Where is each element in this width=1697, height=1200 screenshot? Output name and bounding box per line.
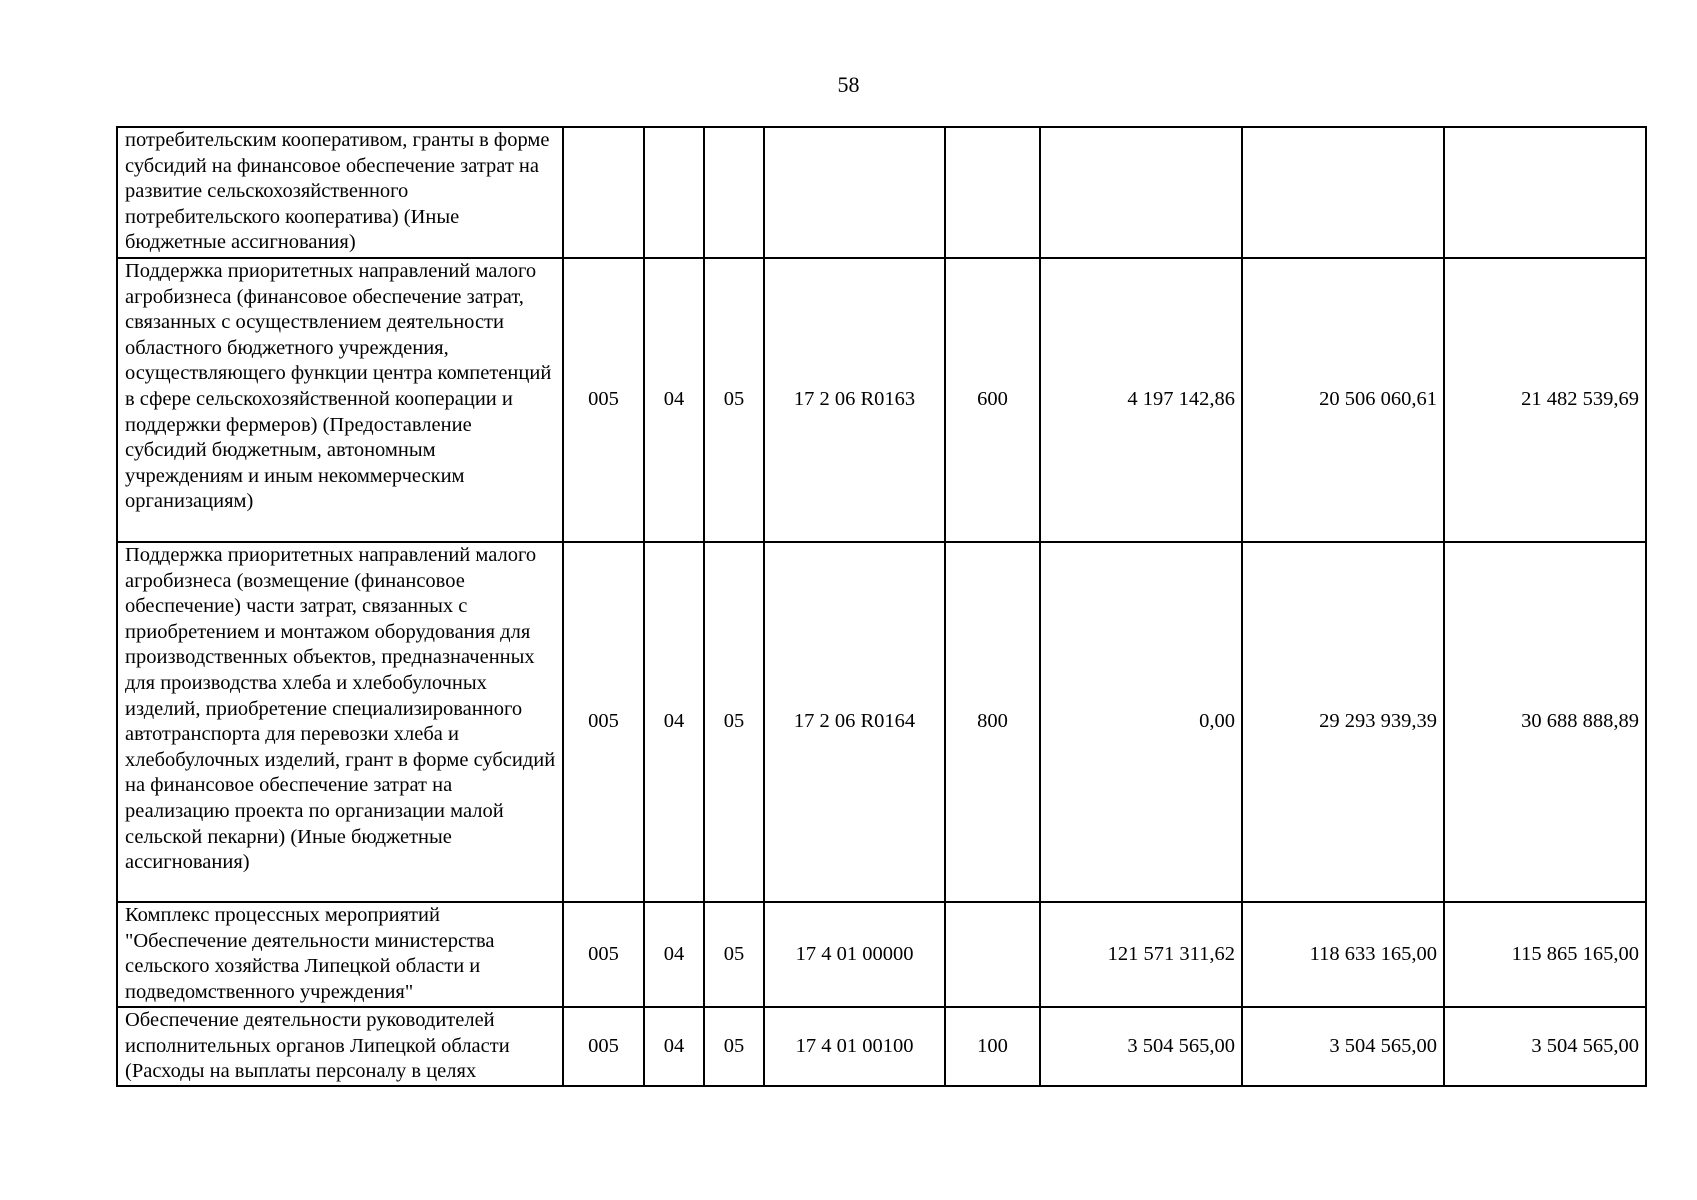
section-code-cell: 04: [644, 258, 704, 542]
table-row: [117, 1007, 1646, 1086]
target-article-cell: 17 2 06 R0164: [764, 542, 945, 902]
ministry-code-cell: [563, 127, 644, 258]
description-cell: Поддержка приоритетных направлений малого агробизнеса (финансовое обеспечение затрат, связанных с осуществлением деятельности областного бюджетного учреждения, осуществляющего функции центра компетенций в сфере сельскохозяйственной кооперации и поддержки фермеров) (Предоставление субсидий бюджетным, автономным учреждениям и иным некоммерческим организациям): [117, 258, 563, 542]
page-number: 58: [837, 72, 860, 97]
section-code-cell: [644, 127, 704, 258]
description-cell: Поддержка приоритетных направлений малого агробизнеса (возмещение (финансовое обеспечение) части затрат, связанных с приобретением и монтажом оборудования для производственных объектов, предназначенных для производства хлеба и хлебобулочных изделий, приобретение специализированного автотранспорта для перевозки хлеба и хлебобулочных изделий, грант в форме субсидий на финансовое обеспечение затрат на реализацию проекта по организации малой сельской пекарни) (Иные бюджетные ассигнования): [117, 542, 563, 902]
amount-year-2-cell: 118 633 165,00: [1242, 902, 1444, 1007]
description-cell: потребительским кооперативом, гранты в форме субсидий на финансовое обеспечение затрат на развитие сельскохозяйственного потребительского кооператива) (Иные бюджетные ассигнования): [117, 127, 563, 258]
amount-year-2-cell: [1242, 127, 1444, 258]
expense-type-cell: 100: [945, 1007, 1040, 1086]
ministry-code-cell: 005: [563, 1007, 644, 1086]
section-code-cell: 04: [644, 542, 704, 902]
expense-type-cell: 600: [945, 258, 1040, 542]
amount-year-1-cell: 0,00: [1040, 542, 1242, 902]
description-cell: Комплекс процессных мероприятий "Обеспечение деятельности министерства сельского хозяйства Липецкой области и подведомственного учреждения": [117, 902, 563, 1007]
table-row: [117, 542, 1646, 902]
section-code-cell: 04: [644, 1007, 704, 1086]
expense-type-cell: [945, 127, 1040, 258]
amount-year-1-cell: 3 504 565,00: [1040, 1007, 1242, 1086]
amount-year-3-cell: [1444, 127, 1646, 258]
amount-year-1-cell: 4 197 142,86: [1040, 258, 1242, 542]
amount-year-3-cell: 3 504 565,00: [1444, 1007, 1646, 1086]
section-code-cell: 04: [644, 902, 704, 1007]
amount-year-1-cell: [1040, 127, 1242, 258]
amount-year-1-cell: 121 571 311,62: [1040, 902, 1242, 1007]
target-article-cell: [764, 127, 945, 258]
ministry-code-cell: 005: [563, 902, 644, 1007]
target-article-cell: 17 4 01 00100: [764, 1007, 945, 1086]
description-cell: Обеспечение деятельности руководителей исполнительных органов Липецкой области (Расходы на выплаты персоналу в целях: [117, 1007, 563, 1086]
subsection-code-cell: 05: [704, 258, 764, 542]
expense-type-cell: 800: [945, 542, 1040, 902]
amount-year-3-cell: 30 688 888,89: [1444, 542, 1646, 902]
amount-year-2-cell: 20 506 060,61: [1242, 258, 1444, 542]
ministry-code-cell: 005: [563, 542, 644, 902]
target-article-cell: 17 2 06 R0163: [764, 258, 945, 542]
table-row: [117, 258, 1646, 542]
subsection-code-cell: 05: [704, 902, 764, 1007]
amount-year-2-cell: 29 293 939,39: [1242, 542, 1444, 902]
amount-year-3-cell: 115 865 165,00: [1444, 902, 1646, 1007]
target-article-cell: 17 4 01 00000: [764, 902, 945, 1007]
subsection-code-cell: [704, 127, 764, 258]
ministry-code-cell: 005: [563, 258, 644, 542]
subsection-code-cell: 05: [704, 542, 764, 902]
expense-type-cell: [945, 902, 1040, 1007]
table-row: [117, 127, 1646, 258]
table-row: [117, 902, 1646, 1007]
amount-year-2-cell: 3 504 565,00: [1242, 1007, 1444, 1086]
amount-year-3-cell: 21 482 539,69: [1444, 258, 1646, 542]
subsection-code-cell: 05: [704, 1007, 764, 1086]
budget-table: [116, 126, 1647, 1087]
